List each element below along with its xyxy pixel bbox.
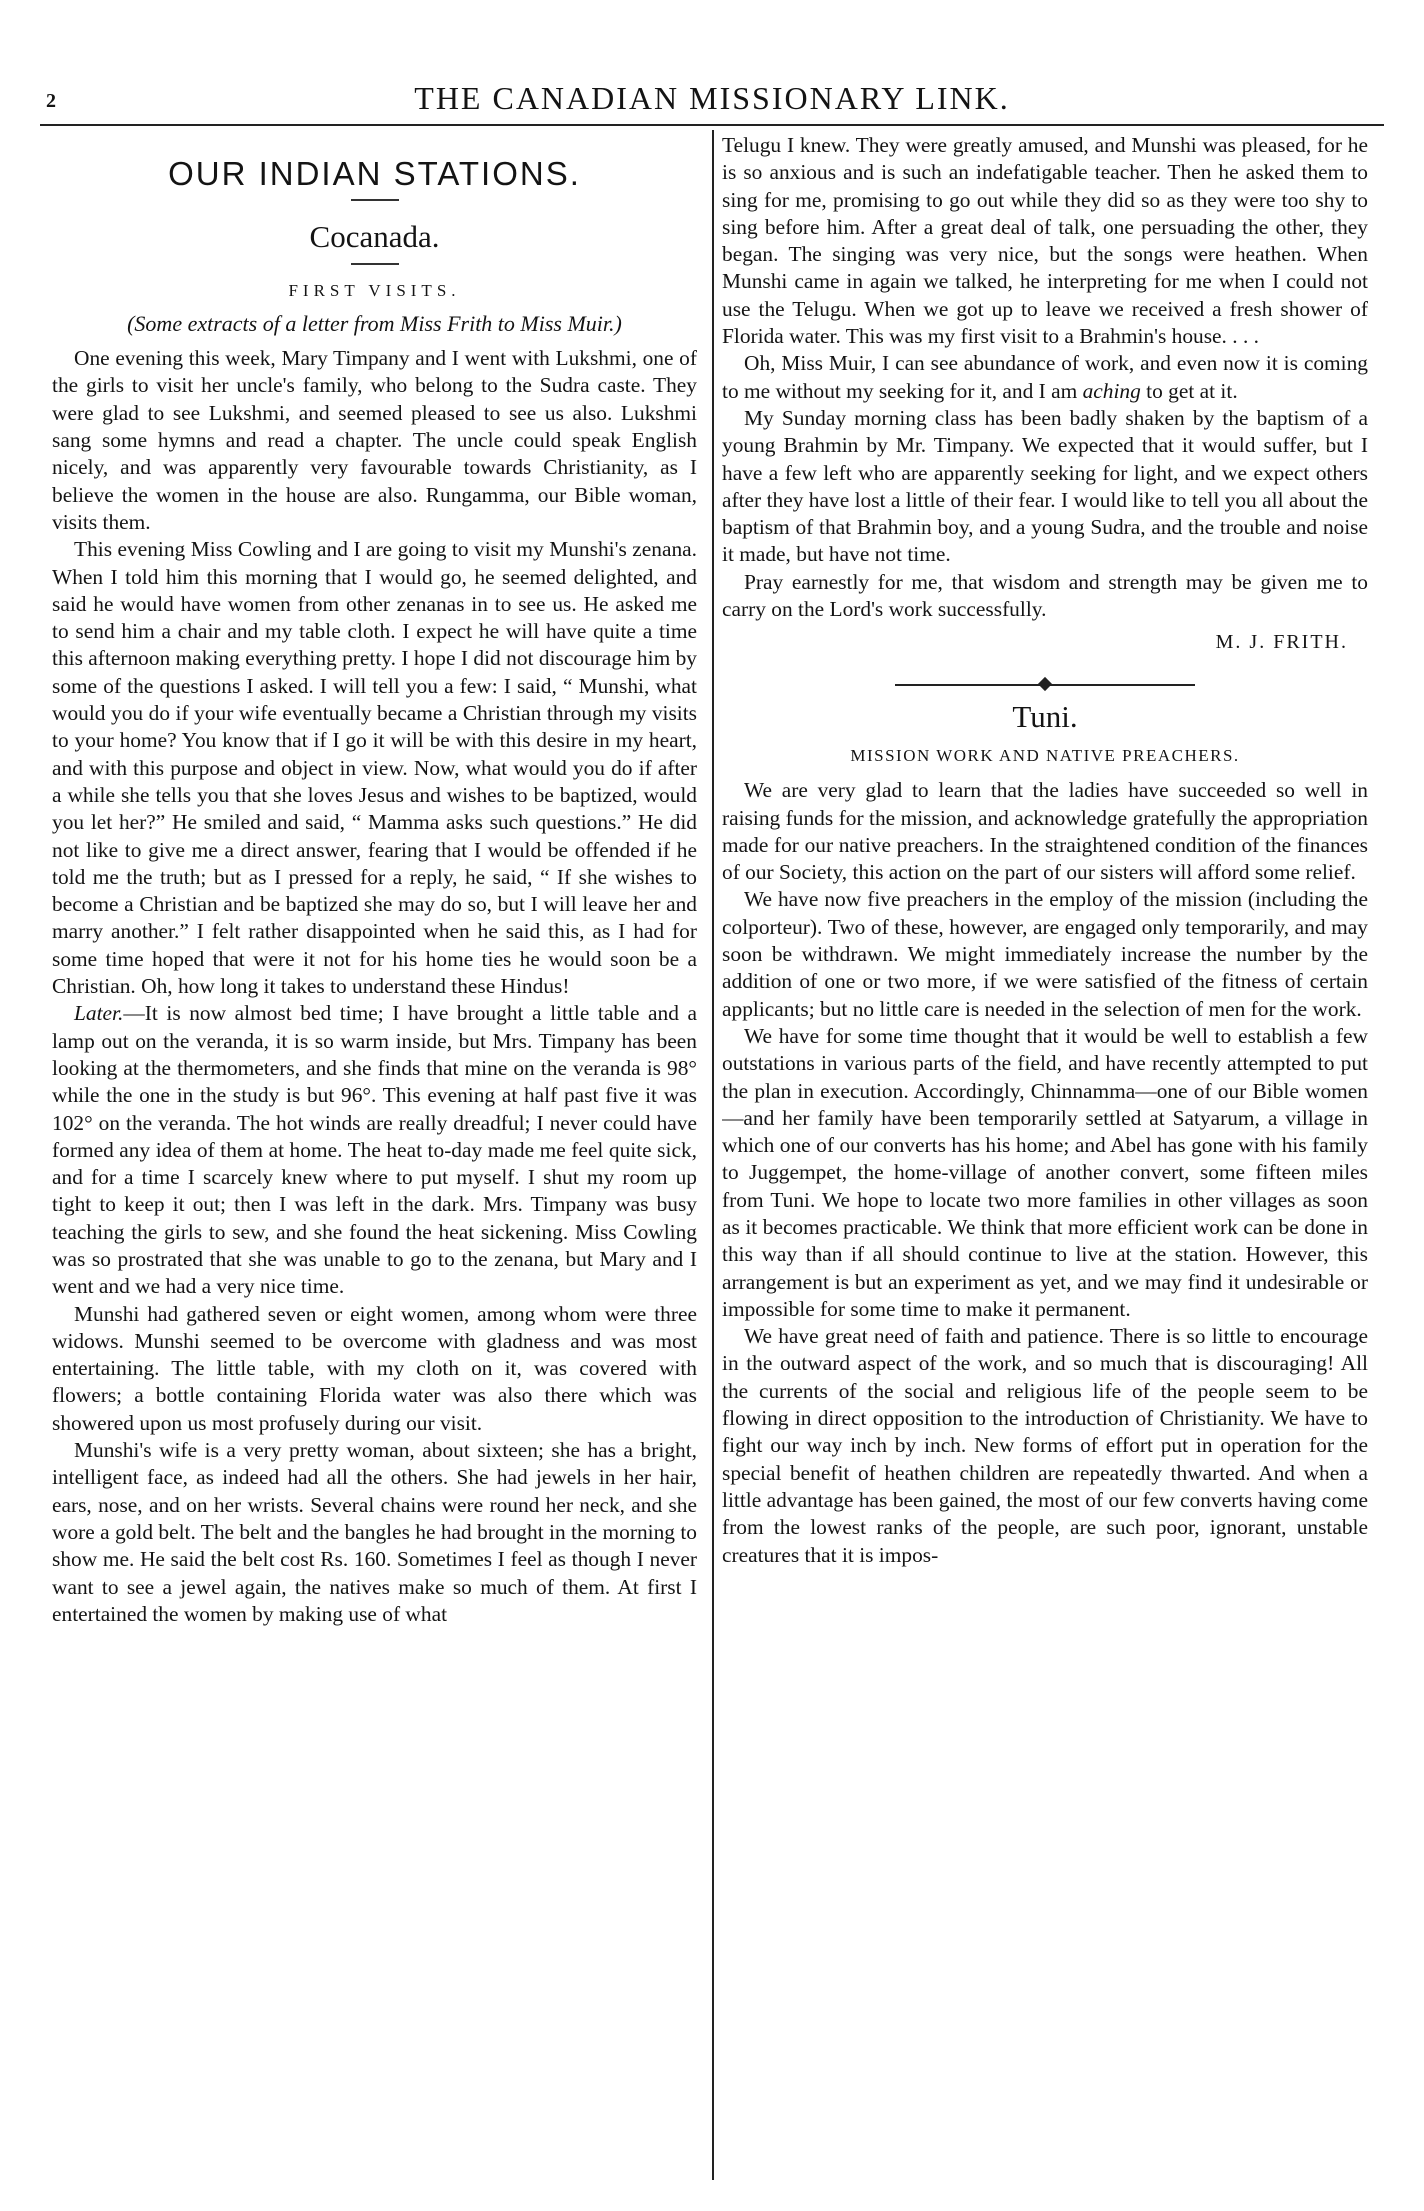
page-number: 2: [46, 90, 56, 112]
paragraph-text: Oh, Miss Muir, I can see abundance of work, and even now it is coming to me without my seeking for it, and I am: [722, 351, 1368, 403]
paragraph: This evening Miss Cowling and I are going to visit my Munshi's zenana. When I told him this morning that I would go, he seemed delighted, and said he would have women from other zenanas in to see us. He asked me to send him a chair and my table cloth. I expect he will have quite a time this afternoon making everything pretty. I hope I did not discourage him by some of the questions I asked. I will tell you a few: I said, “ Munshi, what would you do if your wife eventually became a Christian through my visits to your home? You know that if I go it will be with this desire in my heart, and with this purpose and object in view. Now, what would you do if after a while she tells you that she loves Jesus and wishes to be baptized, would you let her?” He smiled and said, “ Mamma asks such questions.” He did not like to give me a direct answer, fearing that I would be offended if he told me the truth; but as I pressed for a reply, he said, “ If she wishes to become a Christian and be baptized she may do so, but I will leave her and marry another.” I felt rather disappointed when he said this, as I had for some time hoped that were it not for his home ties he would soon be a Christian. Oh, how long it takes to understand these Hindus!: [52, 537, 697, 999]
paragraph-text: —It is now almost bed time; I have brought a little table and a lamp out on the veranda, it is so warm inside, but Mrs. Timpany has been looking at the thermometers, and she finds that mine on the veranda is 98° while the one in the study is but 96°. This evening at half past five it was 102° on the veranda. The hot winds are really dreadful; I never could have formed any idea of them at home. The heat to-day made me feel quite sick, and for a time I scarcely knew where to put myself. I shut my room up tight to keep it out; then I was left in the dark. Mrs. Timpany was busy teaching the girls to sew, and she found the heat sickening. Miss Cowling was so prostrated that she was unable to go to the zenana, but Mary and I went and we had a very nice time.: [52, 1001, 697, 1299]
short-rule: [351, 199, 399, 201]
paragraph: Munshi had gathered seven or eight women, among whom were three widows. Munshi seemed to be overcome with gladness and was most entertaining. The little table, with my cloth on it, was covered with flowers; a bottle containing Florida water was also there which was showered upon us most profusely during our visit.: [52, 1301, 697, 1435]
station-name-tuni: Tuni.: [1012, 698, 1078, 734]
ornament-rule: [895, 675, 1195, 695]
paragraph: Telugu I knew. They were greatly amused, and Munshi was pleased, for he is so anxious and is such an indefatigable teacher. Then he asked them to sing for me, promising to go out while they did so as they were too shy to sing before him. After a great deal of talk, one persuading the other, they began. The singing was very nice, but the songs were heathen. When Munshi came in again we talked, he interpreting for me when I could not use the Telugu. When we got up to leave we received a fresh shower of Florida water. This was my first visit to a Brahmin's house. . . .: [722, 133, 1368, 349]
paragraph: We have now five preachers in the employ of the mission (including the colporteur). Two of these, however, are engaged only temporarily, and may soon be withdrawn. We might immediately increase the number by the addition of one or two more, if we were satisfied of the fitness of certain applicants; but no little care is needed in the selection of men for the work.: [722, 887, 1368, 1021]
subheading-mission-work: MISSION WORK AND NATIVE PREACHERS.: [850, 745, 1240, 765]
letter-lead: (Some extracts of a letter from Miss Frith to Miss Muir.): [127, 310, 622, 336]
signature: M. J. FRITH.: [1215, 631, 1348, 654]
short-rule: [351, 263, 399, 265]
paragraph: Munshi's wife is a very pretty woman, about sixteen; she has a bright, intelligent face, as indeed had all the others. She had jewels in her hair, ears, nose, and on her wrists. Several chains were round her neck, and she wore a gold belt. The belt and the bangles he had brought in the morning to show me. He said the belt cost Rs. 160. Sometimes I feel as though I never want to see a jewel again, the natives make so much of them. At first I entertained the women by making use of what: [52, 1438, 697, 1626]
running-head: [40, 78, 1384, 118]
paragraph: We are very glad to learn that the ladies have succeeded so well in raising funds for the mission, and acknowledge gratefully the appropriation made for our native preachers. In the straightened condition of the finances of our Society, this action on the part of our sisters will afford some relief.: [722, 778, 1368, 885]
column-divider: [712, 130, 714, 2180]
paragraph: We have great need of faith and patience. There is so little to encourage in the outward aspect of the work, and so much that is discouraging! All the currents of the social and religious life of the people seem to be flowing in direct opposition to the introduction of Christianity. We have to fight our way inch by inch. New forms of effort put in operation for the special benefit of heathen children are repeatedly thwarted. And when a little advantage has been gained, the most of our few converts having come from the lowest ranks of the people, are such poor, ignorant, unstable creatures that it is impos-: [722, 1324, 1368, 1567]
paragraph: My Sunday morning class has been badly shaken by the baptism of a young Brahmin by Mr. Timpany. We expected that it would suffer, but I have a few left who are apparently seeking for light, and we expect others after they have lost a little of their fear. I would like to tell you all about the baptism of that Brahmin boy, and a young Sudra, and the trouble and noise it made, but have not time.: [722, 405, 1368, 567]
paragraph: [722, 350, 1368, 405]
station-name-cocanada: Cocanada.: [309, 219, 440, 255]
paragraph: Pray earnestly for me, that wisdom and strength may be given me to carry on the Lord's work successfully.: [722, 569, 1368, 622]
emphasis: aching: [1082, 378, 1141, 403]
paragraph: [52, 1000, 697, 1300]
paragraph: One evening this week, Mary Timpany and I went with Lukshmi, one of the girls to visit her uncle's family, who belong to the Sudra caste. They were glad to see Lukshmi, and seemed pleased to see us also. Lukshmi sang some hymns and read a chapter. The uncle could speak English nicely, and was apparently very favourable towards Christianity, as I believe the women in the house are also. Rungamma, our Bible woman, visits them.: [52, 346, 697, 534]
journal-title: THE CANADIAN MISSIONARY LINK.: [414, 80, 1010, 116]
left-column: [52, 132, 697, 2180]
header-rule: [40, 124, 1384, 126]
ornament-diamond: [1038, 677, 1052, 691]
right-column: [722, 132, 1368, 2180]
section-title: OUR INDIAN STATIONS.: [168, 155, 581, 192]
paragraph-text: to get at it.: [1140, 378, 1238, 403]
paragraph: We have for some time thought that it would be well to establish a few outstations in various parts of the field, and have recently attempted to put the plan in execution. Accordingly, Chinnamma—one of our Bible women—and her family have been temporarily settled at Satyarum, a village in which one of our converts has his home; and Abel has gone with his family to Juggempet, the home-village of another convert, some fifteen miles from Tuni. We hope to locate two more families in other villages as soon as it becomes practicable. We think that more efficient work can be done in this way than if all should continue to live at the station. However, this arrangement is but an experiment as yet, and we may find it undesirable or impossible for some time to make it permanent.: [722, 1023, 1368, 1321]
later-label: Later.: [74, 1001, 124, 1026]
subheading-first-visits: FIRST VISITS.: [288, 280, 461, 300]
